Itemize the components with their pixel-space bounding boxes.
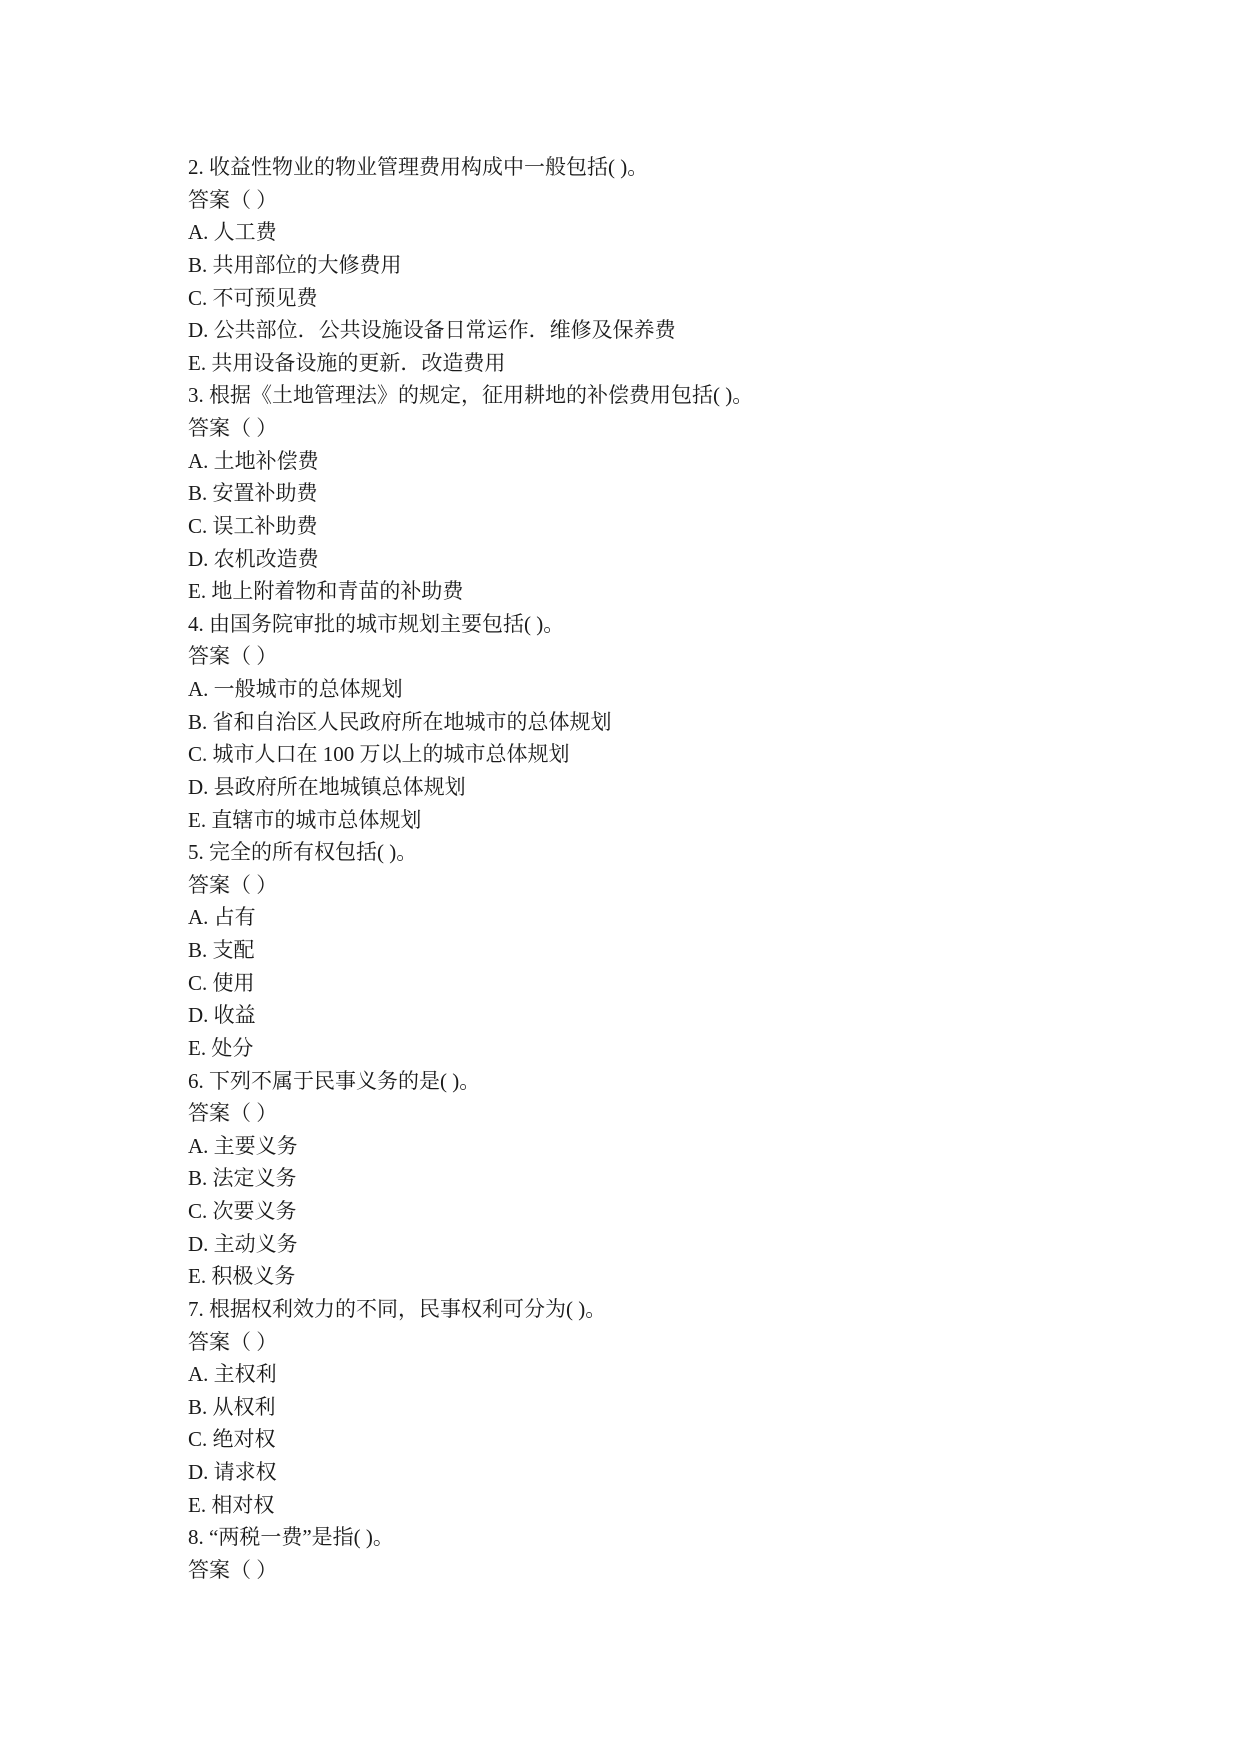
answer-label: 答案（ ） bbox=[188, 1329, 278, 1354]
question-block bbox=[188, 1065, 1168, 1293]
option-a: A. 人工费 bbox=[188, 220, 277, 245]
question-stem: 3. 根据《土地管理法》的规定，征用耕地的补偿费用包括( )。 bbox=[188, 383, 754, 408]
option-c: C. 不可预见费 bbox=[188, 285, 318, 310]
option-c: C. 使用 bbox=[188, 970, 255, 995]
answer-label: 答案（ ） bbox=[188, 1557, 278, 1582]
question-stem: 2. 收益性物业的物业管理费用构成中一般包括( )。 bbox=[188, 155, 649, 179]
option-a: A. 占有 bbox=[188, 905, 256, 930]
option-d: D. 收益 bbox=[188, 1003, 256, 1028]
question-stem: 6. 下列不属于民事义务的是( )。 bbox=[188, 1068, 481, 1093]
option-a: A. 主要义务 bbox=[188, 1133, 298, 1158]
question-stem: 8. “两税一费”是指( )。 bbox=[188, 1525, 394, 1550]
question-block bbox=[188, 379, 1168, 607]
option-a: A. 主权利 bbox=[188, 1362, 277, 1387]
option-d: D. 公共部位．公共设施设备日常运作．维修及保养费 bbox=[188, 318, 676, 343]
question-stem: 4. 由国务院审批的城市规划主要包括( )。 bbox=[188, 611, 565, 636]
option-e: E. 地上附着物和青苗的补助费 bbox=[188, 579, 464, 604]
answer-label: 答案（ ） bbox=[188, 187, 278, 212]
question-block bbox=[188, 836, 1168, 1064]
question-stem: 7. 根据权利效力的不同，民事权利可分为( )。 bbox=[188, 1296, 607, 1321]
option-b: B. 支配 bbox=[188, 938, 255, 962]
option-d: D. 主动义务 bbox=[188, 1231, 298, 1256]
option-b: B. 从权利 bbox=[188, 1394, 276, 1419]
option-d: D. 县政府所在地城镇总体规划 bbox=[188, 774, 466, 799]
option-c: C. 绝对权 bbox=[188, 1427, 276, 1452]
option-b: B. 共用部位的大修费用 bbox=[188, 252, 402, 277]
option-e: E. 处分 bbox=[188, 1035, 254, 1060]
answer-label: 答案（ ） bbox=[188, 644, 278, 669]
question-block bbox=[188, 1521, 1168, 1586]
question-stem: 5. 完全的所有权包括( )。 bbox=[188, 840, 418, 865]
option-e: E. 相对权 bbox=[188, 1492, 275, 1517]
option-d: D. 请求权 bbox=[188, 1460, 277, 1484]
document-body bbox=[188, 151, 1168, 1587]
answer-label: 答案（ ） bbox=[188, 416, 278, 440]
answer-label: 答案（ ） bbox=[188, 872, 278, 897]
option-e: E. 积极义务 bbox=[188, 1264, 296, 1289]
option-e: E. 直辖市的城市总体规划 bbox=[188, 807, 422, 832]
option-c: C. 城市人口在 100 万以上的城市总体规划 bbox=[188, 742, 570, 767]
option-a: A. 土地补偿费 bbox=[188, 448, 319, 473]
question-block bbox=[188, 1293, 1168, 1521]
option-b: B. 省和自治区人民政府所在地城市的总体规划 bbox=[188, 709, 612, 734]
option-d: D. 农机改造费 bbox=[188, 546, 319, 571]
question-block bbox=[188, 151, 1168, 379]
option-c: C. 误工补助费 bbox=[188, 513, 318, 538]
option-b: B. 安置补助费 bbox=[188, 481, 318, 506]
option-b: B. 法定义务 bbox=[188, 1166, 297, 1191]
option-a: A. 一般城市的总体规划 bbox=[188, 677, 403, 701]
question-block bbox=[188, 608, 1168, 836]
option-e: E. 共用设备设施的更新．改造费用 bbox=[188, 350, 506, 375]
answer-label: 答案（ ） bbox=[188, 1101, 278, 1126]
option-c: C. 次要义务 bbox=[188, 1199, 297, 1223]
